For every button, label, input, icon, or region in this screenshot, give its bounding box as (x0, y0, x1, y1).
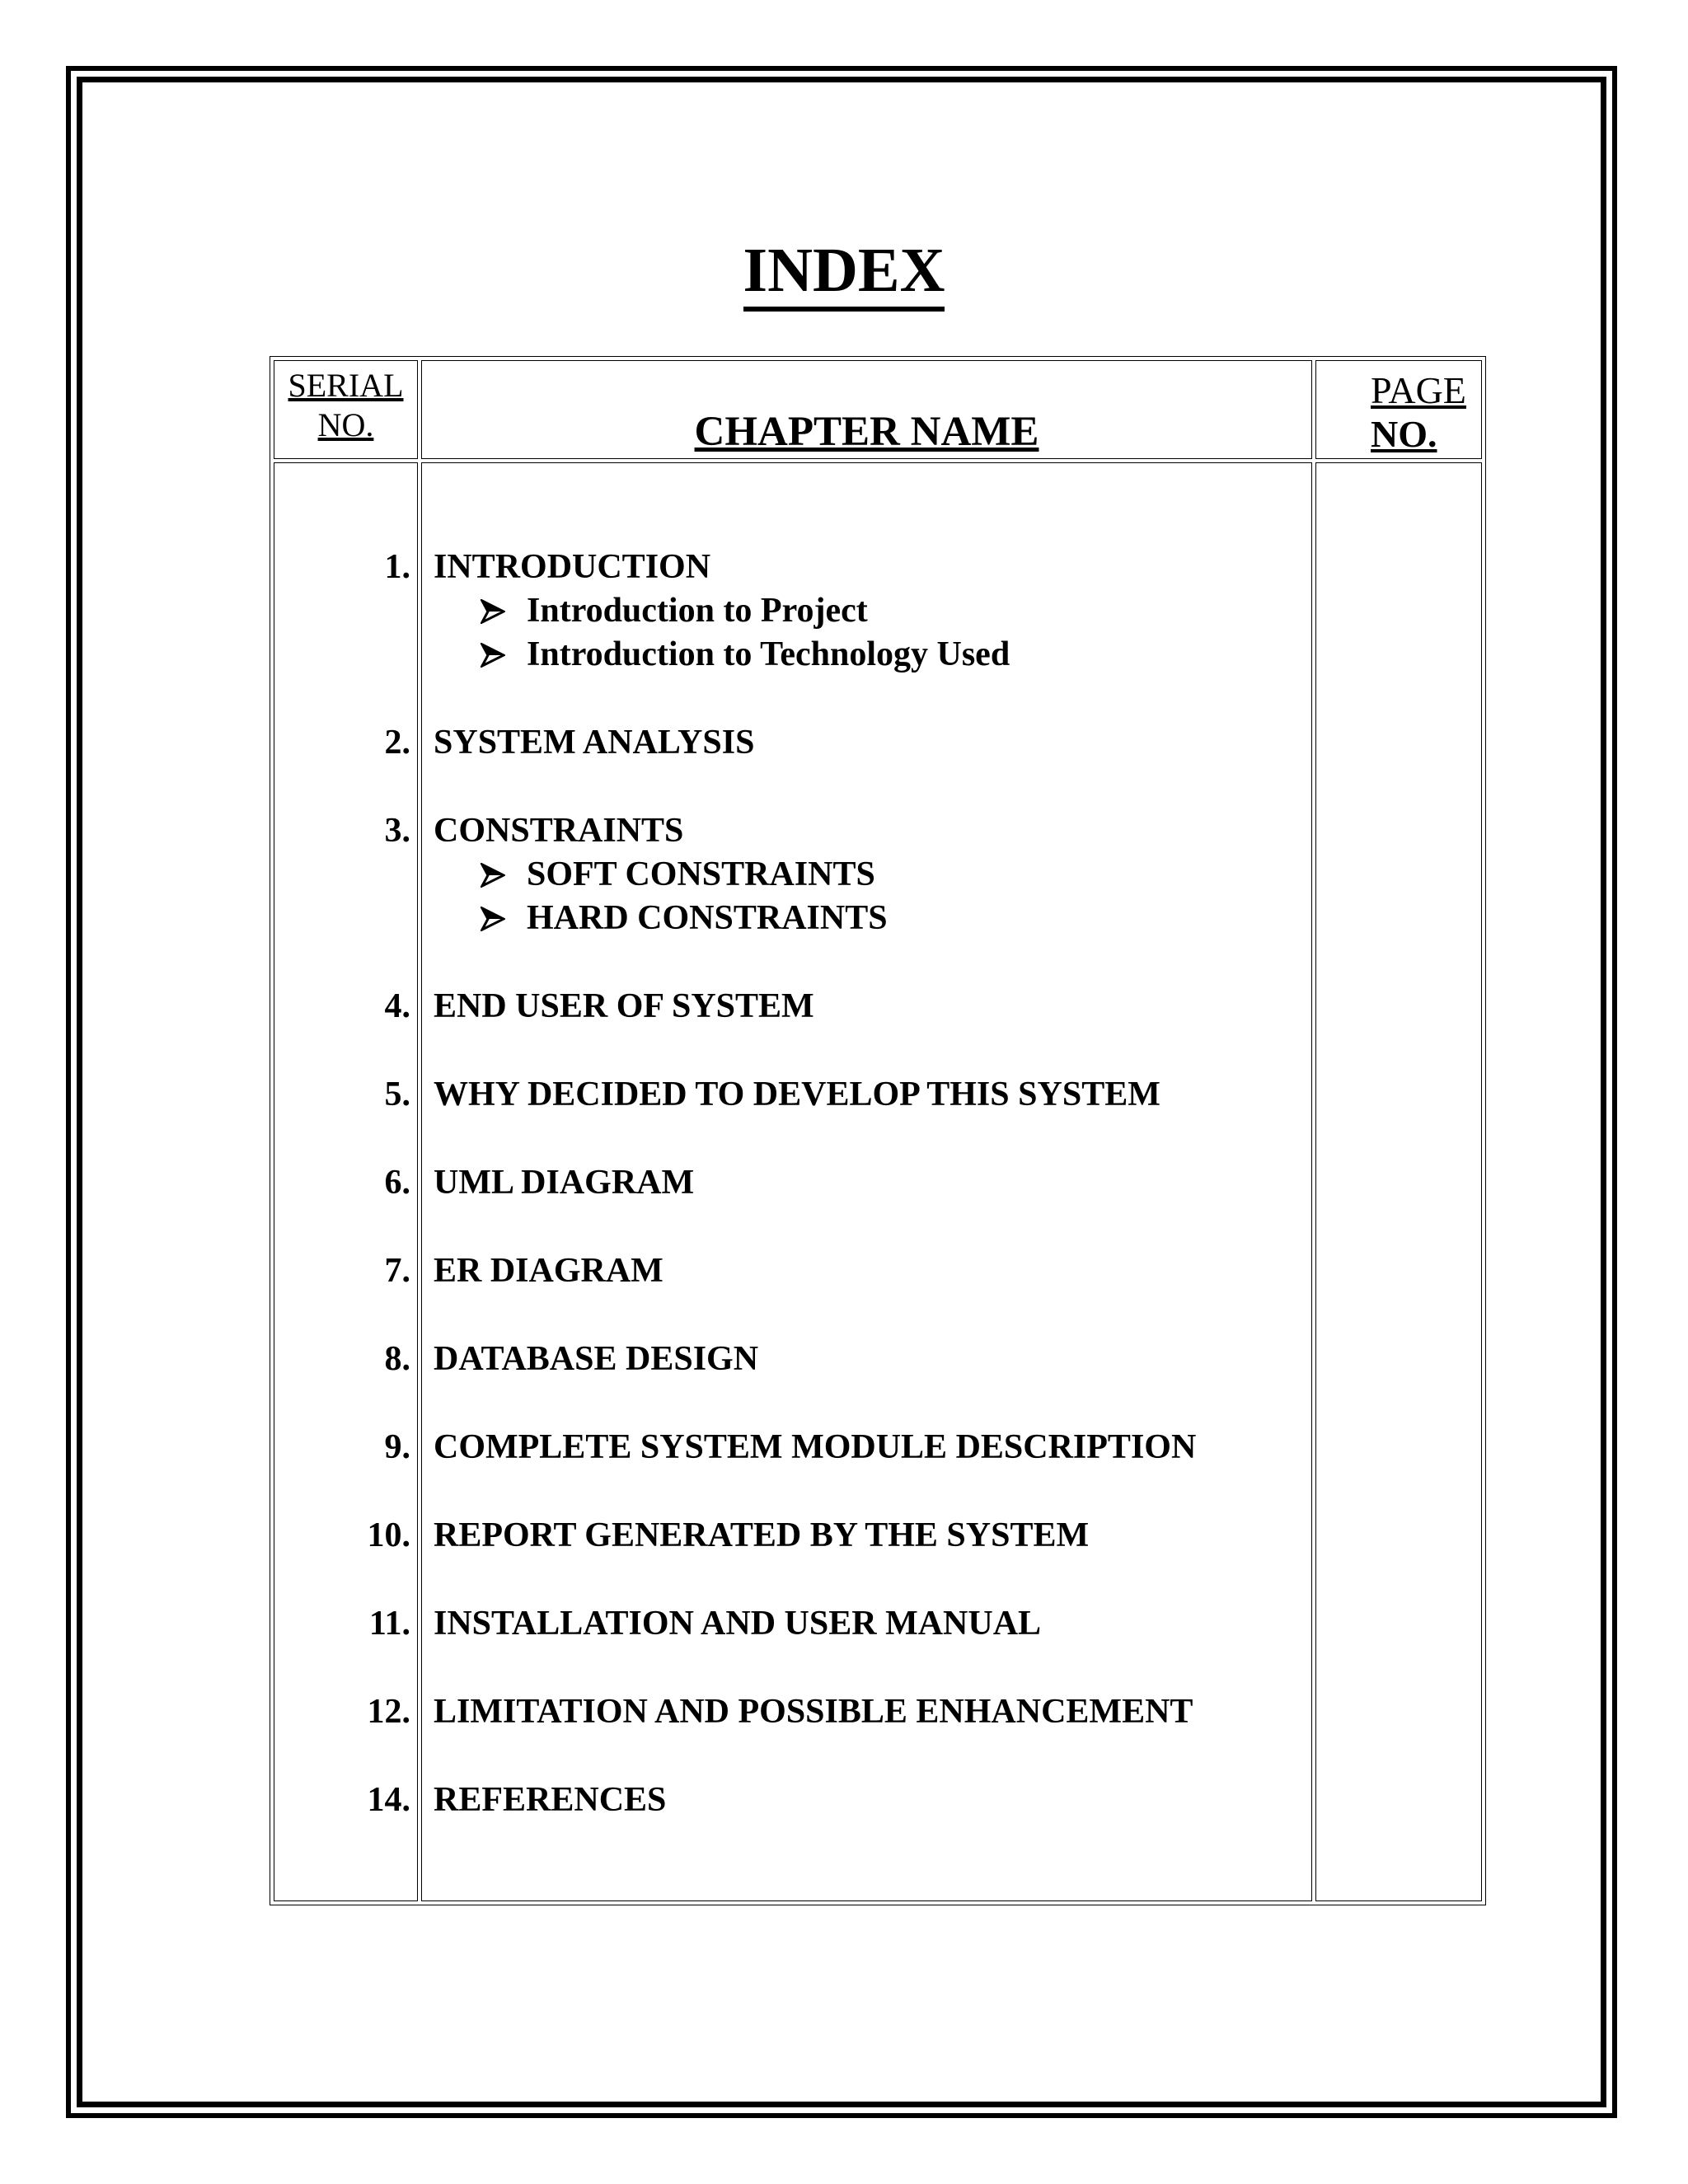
serial-number: 2. (384, 724, 410, 762)
sub-topic-label: Introduction to Technology Used (527, 635, 1010, 673)
sub-topic (481, 857, 875, 892)
chapter-name: REFERENCES (434, 1781, 667, 1819)
serial-number: 1. (384, 548, 410, 586)
serial-number: 11. (368, 1605, 410, 1643)
chapter-name: COMPLETE SYSTEM MODULE DESCRIPTION (434, 1428, 1197, 1466)
sub-topic-label: Introduction to Project (527, 592, 868, 630)
index-table (270, 356, 1486, 1905)
arrow-bullet-icon (481, 860, 505, 884)
serial-number: 7. (384, 1252, 410, 1290)
header-page-label (1316, 369, 1481, 457)
arrow-bullet-icon (481, 640, 505, 664)
page-title (0, 236, 1688, 305)
header-serial-label (274, 366, 417, 445)
body-page-cell (1315, 462, 1482, 1901)
serial-number: 9. (384, 1428, 410, 1466)
chapter-name: REPORT GENERATED BY THE SYSTEM (434, 1516, 1090, 1554)
chapter-name: INSTALLATION AND USER MANUAL (434, 1605, 1042, 1643)
header-serial-line1: SERIAL (288, 367, 404, 404)
serial-number: 10. (367, 1516, 410, 1554)
sub-topic (481, 901, 888, 935)
serial-number: 4. (384, 987, 410, 1025)
page-title-text: INDEX (743, 236, 945, 312)
sub-topic-label: SOFT CONSTRAINTS (527, 855, 875, 893)
chapter-name: INTRODUCTION (434, 548, 711, 586)
chapter-name: WHY DECIDED TO DEVELOP THIS SYSTEM (434, 1076, 1160, 1113)
serial-number: 8. (384, 1340, 410, 1378)
chapter-name: DATABASE DESIGN (434, 1340, 759, 1378)
sub-topic-label: HARD CONSTRAINTS (527, 899, 888, 937)
chapter-name: ER DIAGRAM (434, 1252, 663, 1290)
chapter-name: END USER OF SYSTEM (434, 987, 814, 1025)
header-page-line2: NO. (1371, 412, 1437, 455)
serial-number: 5. (384, 1076, 410, 1113)
chapter-name: SYSTEM ANALYSIS (434, 724, 755, 762)
header-serial-cell (274, 360, 418, 459)
serial-number: 3. (384, 812, 410, 850)
header-chapter-cell (421, 360, 1312, 459)
header-page-cell (1315, 360, 1482, 459)
arrow-bullet-icon (481, 596, 505, 621)
sub-topic (481, 637, 1010, 672)
header-page-line1: PAGE (1371, 369, 1466, 411)
arrow-bullet-icon (481, 903, 505, 928)
chapter-name: UML DIAGRAM (434, 1164, 695, 1202)
header-chapter-label: CHAPTER NAME (694, 409, 1039, 455)
chapter-name: LIMITATION AND POSSIBLE ENHANCEMENT (434, 1693, 1193, 1731)
sub-topic (481, 593, 868, 628)
serial-number: 6. (384, 1164, 410, 1202)
header-serial-line2: NO. (317, 406, 374, 443)
serial-number: 12. (367, 1693, 410, 1731)
chapter-name: CONSTRAINTS (434, 812, 684, 850)
serial-number: 14. (367, 1781, 410, 1819)
